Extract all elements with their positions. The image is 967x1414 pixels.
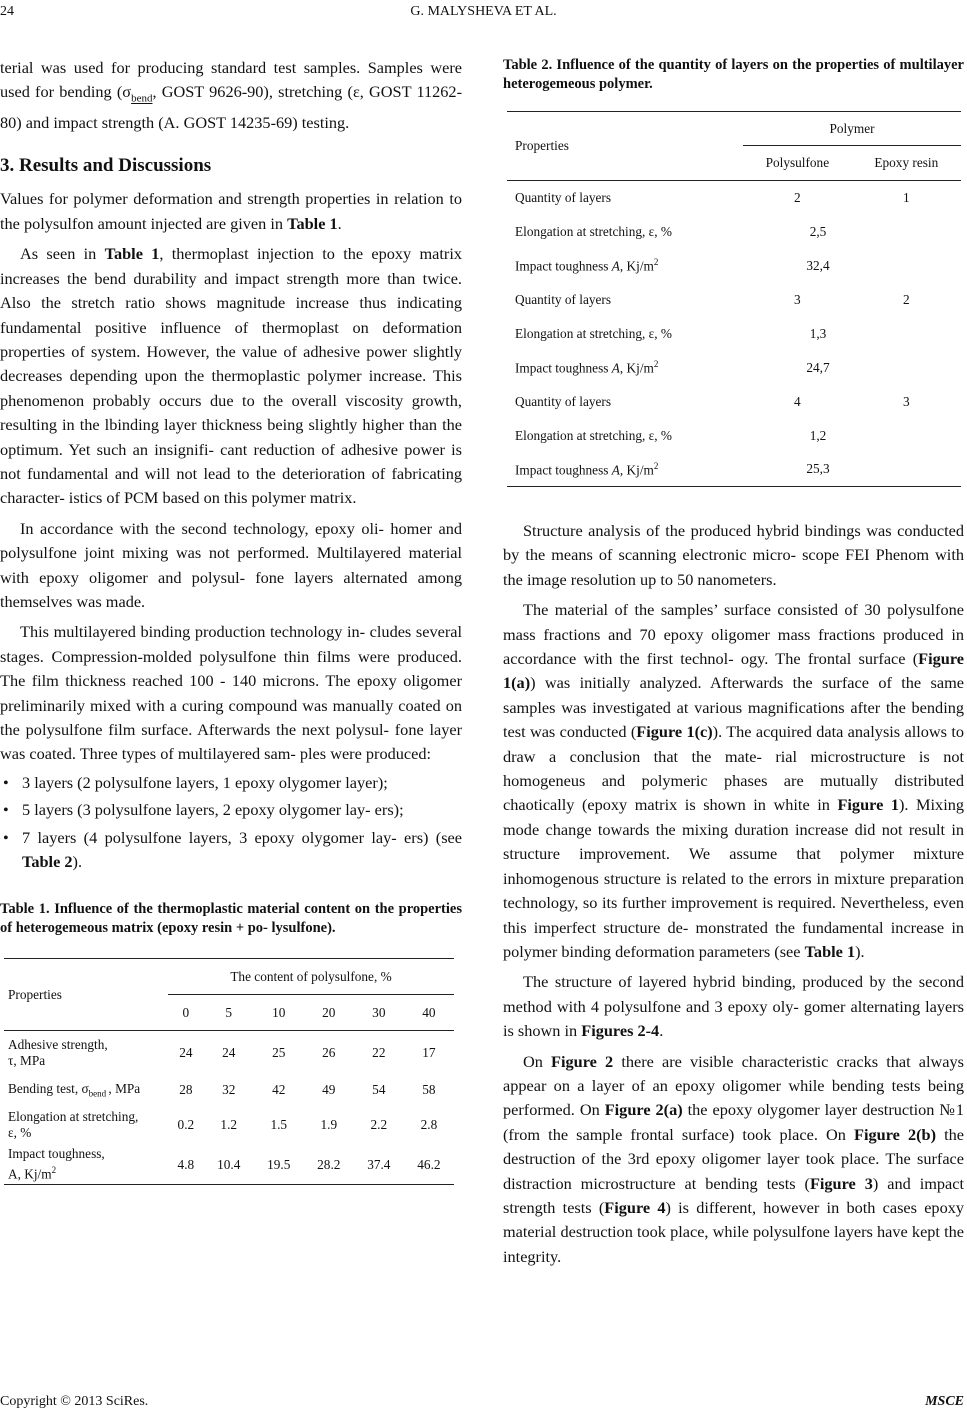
list-item: • 3 layers (2 polysulfone layers, 1 epoxy olygomer layer); — [0, 771, 462, 795]
list-item: • 5 layers (3 polysulfone layers, 2 epoxy olygomer lay- ers); — [0, 798, 462, 822]
figure-ref-link[interactable]: Figure 2(a) — [604, 1100, 683, 1120]
list-item: • 7 layers (4 polysulfone layers, 3 epoxy olygomer lay- ers) (see Table 2). — [3, 827, 462, 872]
paragraph: The material of the samples’ surface consisted of 30 polysulfone mass fractions and 70 epoxy oligomer mass fractions produced in accordance with the first technol- ogy. The frontal surface (Figure 1(a)) was initially analyzed. Afterwards the surface of the same samples was investigated at various magnifications after the bending test was conducted (Figure 1(c)). The acquired data analysis allows to draw a conclusion that the mate- rial microstructure is not homogeneus and polymeric phases are mutually distributed chaotically (epoxy matrix is shown in white in Figure 1). Mixing mode change towards the mixing duration increase did not result in structure improvement. We assume that polymer mixture inhomogenous structure is related to the errors in mixture preparation technology, so its further improvement is required. Nevertheless, even this imperfect structure de- monstrated the fundamental increase in polymer binding deformation parameters (see Table 1). — [503, 600, 964, 961]
table-col-header: 30 — [372, 1004, 386, 1020]
paragraph: As seen in Table 1, thermoplast injection to the epoxy matrix increases the bend durability and impact strength more than twice. Also the stretch ratio shows magnitude increase thus indicating fundamental positive influence of thermoplast on deformation properties of system. However, the value of adhesive power slightly decreases depending upon the thermoplastic polymer increase. This phenomenon probably occurs due to the overall viscosity growth, resulting in the lbinding layer thickness being slightly higher than the optimum. Yet such an insignifi- cant reduction of adhesive power is not fundamental and will not lead to the deterioration of fabricating character- istics of PCM based on this polymer matrix. — [0, 244, 462, 508]
bullet-list — [0, 771, 462, 875]
table-col-header: 20 — [322, 1004, 336, 1020]
table1 — [4, 958, 454, 1185]
figure-ref-link[interactable]: Figure 2(b) — [854, 1124, 937, 1144]
paragraph: Values for polymer deformation and strength properties in relation to the polysulfon amount injected are given in Table 1. — [0, 189, 462, 233]
table-header-properties: Properties — [4, 959, 168, 1031]
bullet-icon: • — [3, 827, 9, 847]
figure-ref-link[interactable]: Figure 2 — [551, 1051, 614, 1071]
table-ref-link[interactable]: Table 1 — [287, 213, 338, 233]
copyright-text: Copyright © 2013 SciRes. — [0, 1394, 149, 1409]
figure-ref-link[interactable]: Figure 1(c) — [636, 722, 713, 742]
table-col-header: Polysulfone — [765, 155, 830, 170]
table-row: Quantity of layers 3 2 — [515, 291, 910, 307]
paragraph: terial was used for producing standard test samples. Samples were used for bending ($\sigma_{bend}$, GOST 9626-90), stretching (ε, GOST 11262-80) and impact strength (A. GOST 14235-69) testing. — [0, 58, 462, 133]
table-row: Quantity of layers 2 1 — [515, 189, 910, 205]
table-header-group: The content of polysulfone, % — [168, 959, 454, 995]
bullet-icon: • — [3, 772, 9, 792]
right-column — [503, 56, 964, 1269]
table-ref-link[interactable]: Table 1 — [104, 244, 160, 264]
figure-ref-link[interactable]: Figures 2-4 — [581, 1021, 660, 1041]
table-col-header: Epoxy resin — [874, 155, 939, 170]
table-header-group: Polymer — [743, 112, 961, 146]
table-row: Impact toughness A, $Kj/m^2$ 32,4 — [515, 256, 830, 274]
paragraph: Structure analysis of the produced hybrid bindings was conducted by the means of scanning electronic micro- scope FEI Phenom with the image resolution up to 50 nanometers. — [503, 521, 964, 589]
table-row: Impact toughness A, $Kj/m^2$ 25,3 — [507, 453, 961, 487]
table-row: Bending test, $\sigma_{bend}$ , MPa 28 32 42 49 54 58 — [8, 1081, 436, 1099]
table-row: Impact toughness, A, $Kj/m^2$ 4.8 10.4 19.5 28.2 37.4 46.2 — [4, 1145, 454, 1185]
table-row: Elongation at stretching, ε, % 0.2 1.2 1.5 1.9 2.2 2.8 — [8, 1108, 438, 1140]
table1-caption: Table 1. Influence of the thermoplastic material content on the properties of heterogemeous matrix (epoxy resin + po- lysulfone). — [0, 901, 462, 937]
table-row: Elongation at stretching, ε, % 1,2 — [515, 427, 827, 443]
journal-name: MSCE — [925, 1394, 964, 1409]
paragraph: In accordance with the second technology, epoxy oli- homer and polysulfone joint mixing was not performed. Multilayered material with epoxy oligomer and polysul- fone layers alternated among themselves was made. — [0, 518, 462, 611]
table-row: Elongation at stretching, ε, % 2,5 — [515, 223, 827, 239]
table-row: Elongation at stretching, ε, % 1,3 — [515, 325, 827, 341]
table2 — [507, 111, 961, 487]
left-column — [0, 56, 462, 1185]
table-ref-link[interactable]: Table 1 — [804, 941, 856, 961]
table-col-header: 0 — [182, 1004, 190, 1020]
section-heading: 3. Results and Discussions — [0, 155, 212, 177]
page-number: 24 — [0, 4, 14, 19]
paragraph: This multilayered binding production technology in- cludes several stages. Compression-molded polysulfone thin films were produced. The film thickness reached 100 - 140 microns. The epoxy oligomer preliminarily mixed with a curing compound was manually coated on the polysulfone film surface. Afterwards the next polysul- fone layer was coated. Three types of multilayered sam- ples were produced: — [0, 622, 462, 764]
figure-ref-link[interactable]: Figure 4 — [604, 1197, 666, 1217]
table-row: Adhesive strength, τ, MPa 24 24 25 26 22 17 — [8, 1037, 436, 1069]
table-row: Quantity of layers 4 3 — [515, 393, 910, 409]
paragraph: On Figure 2 there are visible characteristic cracks that always appear on a layer of an epoxy oligomer while bending tests being performed. On Figure 2(a) the epoxy olygomer layer destruction №1 (from the sample frontal surface) took place. On Figure 2(b) the destruction of the 3rd epoxy oligomer layer took place. The surface distraction microstructure at bending tests (Figure 3) and impact strength tests (Figure 4) is different, however in both cases epoxy material destruction took place, while polysulfone layers have kept the integrity. — [503, 1051, 965, 1266]
page-header — [0, 4, 967, 26]
table2-caption: Table 2. Influence of the quantity of layers on the properties of multilayer heterogemeous polymer. — [503, 57, 964, 92]
table-ref-link[interactable]: Table 2 — [22, 852, 73, 872]
figure-ref-link[interactable]: Figure 1 — [837, 795, 899, 815]
paragraph: The structure of layered hybrid binding, produced by the second method with 4 polysulfone and 3 epoxy oly- gomer alternating layers is shown in Figures 2-4. — [503, 972, 964, 1041]
table-header-properties: Properties — [507, 112, 743, 181]
table-row: Impact toughness A, $Kj/m^2$ 24,7 — [515, 358, 830, 376]
table-col-header: 40 — [422, 1004, 436, 1020]
running-authors: G. MALYSHEVA ET AL. — [410, 4, 557, 19]
bullet-icon: • — [3, 800, 9, 820]
table-col-header: 5 — [225, 1004, 233, 1020]
table-col-header: 10 — [272, 1004, 286, 1020]
figure-ref-link[interactable]: Figure 1(a) — [503, 649, 964, 693]
figure-ref-link[interactable]: Figure 3 — [809, 1173, 873, 1193]
